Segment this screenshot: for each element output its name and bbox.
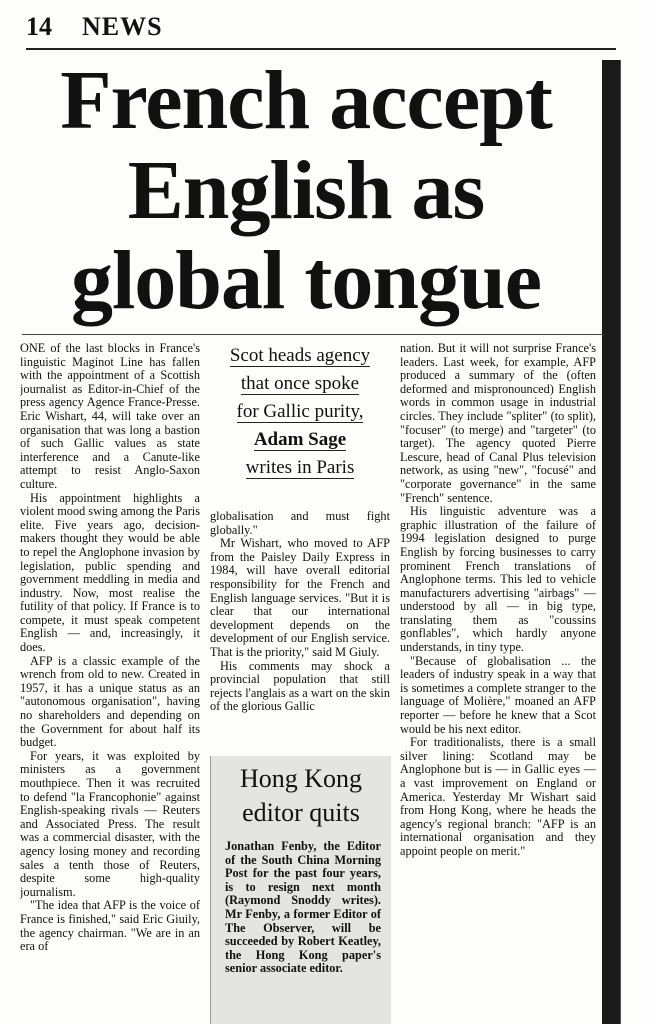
headline-line: global tongue: [70, 234, 542, 327]
article-column-3: [400, 342, 596, 1024]
headline-rule: [22, 334, 604, 335]
paragraph: His comments may shock a provincial population that still rejects l'anglais as a wart on the skin of the glorious Gallic: [210, 658, 390, 714]
byline-location: writes in Paris: [245, 457, 355, 478]
paragraph: For traditionalists, there is a small silver lining: Scotland may be Anglophone but is — in Gallic eyes — a vast improvement on England or America. Yesterday Mr Wishart said from Hong Kong, where he heads the agency's regional branch: "AFP is an international organisation and they appoint people on merit.": [400, 735, 596, 858]
paragraph: His linguistic adventure was a graphic illustration of the failure of 1994 legislation designed to purge English by forcing businesses to carry prominent French translations of Anglophone terms. This led to vehicle manufacturers advertising "airbags" — understood by all — in big type, translating them as "coussins gonflables", which hardly anyone understands, in tiny type.: [400, 504, 596, 655]
standfirst: [210, 342, 390, 482]
paragraph: nation. But it will not surprise France's leaders. Last week, for example, AFP produced a summary of the (often deformed and mispronounced) English words in common usage in industrial circles. They include "spliter" (to split), "focuser" (to merge) and "targeter" (to target). The agency quoted Pierre Lescure, head of Canal Plus television network, as using "new", "focusé" and "corporate governance" in the same "French" sentence.: [400, 342, 596, 505]
column-rule-bar: [602, 60, 620, 1024]
standfirst-line: for Gallic purity,: [236, 401, 364, 422]
paragraph: Mr Wishart, who moved to AFP from the Paisley Daily Express in 1984, will have overall editorial responsibility for the French and English language services. "But it is clear that our international development depends on the development of our English service. That is the priority," said M Giuly.: [210, 536, 390, 659]
article-column-1: [20, 342, 200, 1024]
standfirst-line: Scot heads agency: [229, 345, 371, 366]
page-number: 14: [26, 12, 52, 41]
byline-name: Adam Sage: [253, 429, 347, 450]
sidebar-text: Jonathan Fenby, the Editor of the South China Morning Post for the past four years, is to resign next month (Raymond Snoddy writes). Mr Fenby, a former Editor of The Observer, will be succeeded by Robert Keatley, the Hong Kong paper's senior associate editor.: [225, 839, 381, 976]
paragraph: globalisation and must fight globally.": [210, 510, 390, 537]
paragraph: ONE of the last blocks in France's linguistic Maginot Line has fallen with the appointment of a Scottish journalist as Editor-in-Chief of the press agency Agence France-Presse. Eric Wishart, 44, will take over an organisation that was long a bastion of such Gallic values as state interference and a Canute-like attempt to resist Anglo-Saxon culture.: [20, 342, 200, 491]
paragraph: For years, it was exploited by ministers as a government mouthpiece. Then it was recruited to defend "la Francophonie" against English-speaking rivals — Reuters and Associated Press. The result was a commercial disaster, with the agency losing money and recording sales a tenth those of Reuters, despite some high-quality journalism.: [20, 748, 200, 899]
page-edge-line: [620, 60, 621, 1024]
paragraph: His appointment highlights a violent mood swing among the Paris elite. Five years ago, decision-makers thought they would be able to repel the Anglophone invasion by legislation, public spending and government meddling in media and industry. Now, most realise the futility of that policy. If France is to compete, it must speak competent English — and, increasingly, it does.: [20, 490, 200, 655]
standfirst-line: that once spoke: [240, 373, 360, 394]
sidebar-headline-line: editor quits: [242, 798, 360, 827]
headline-line: French accept: [60, 54, 552, 147]
sidebar-headline: [211, 756, 391, 830]
headline-line: English as: [127, 144, 485, 237]
masthead: [26, 10, 616, 50]
paragraph: "Because of globalisation ... the leaders of industry speak in a way that is sometimes a complete stranger to the language of Molière," moaned an AFP reporter — before he knew that a Scot would be his next editor.: [400, 653, 596, 736]
paragraph: "The idea that AFP is the voice of France is finished," said Eric Giuily, the agency chairman. "We are in an era of: [20, 898, 200, 954]
sidebar-box: [210, 756, 391, 1024]
section-label: NEWS: [82, 12, 163, 41]
sidebar-headline-line: Hong Kong: [239, 764, 363, 793]
headline: [16, 56, 596, 326]
article-column-2: [210, 510, 390, 744]
paragraph: AFP is a classic example of the wrench from old to new. Created in 1957, it has a unique status as an "autonomous organisation", having no shareholders and depending on the Government for about half its budget.: [20, 653, 200, 750]
